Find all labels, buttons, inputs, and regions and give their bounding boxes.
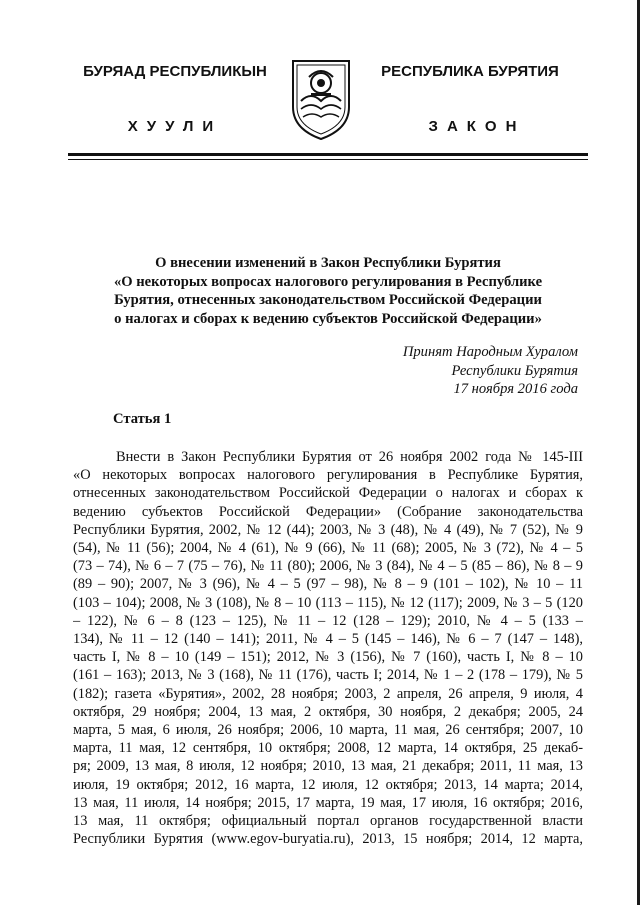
body-line: – 122), № 6 – 8 (123 – 125), № 11 – 12 (128 – 129); 2010, № 4 – 5 (133 – [73,612,583,629]
header-left-title: БУРЯАД РЕСПУБЛИКЫН [83,63,267,80]
article-heading: Статья 1 [113,411,172,427]
body-line: 134), № 11 – 12 (140 – 141); 2011, № 4 – 5 (145 – 146), № 6 – 7 (147 – 148), [73,631,583,648]
title-line: о налогах и сборах к ведению субъектов Российской Федерации» [114,310,542,327]
body-line: (161 – 163); 2013, № 3 (168), № 11 (176), часть I; 2014, № 1 – 2 (178 – 179), № 5 [73,667,583,684]
body-line: 13 мая, 11 октября; официальный портал органов государственной власти [73,813,583,830]
article-body [73,448,583,848]
header-right-subtitle: ЗАКОН [428,118,526,135]
title-line: «О некоторых вопросах налогового регулирования в Республике [113,273,543,290]
header-rule-thick [68,153,588,156]
body-line: ведению субъектов Российской Федерации» (Собрание законодательства [73,503,583,520]
coat-of-arms-emblem [289,57,353,141]
body-line: «О некоторых вопросах налогового регулирования в Республике Бурятия, [73,467,583,484]
adoption-line: 17 ноября 2016 года [453,381,578,397]
law-title [68,254,588,328]
body-line: отнесенных законодательством Российской Федерации о налогах и сборах к [73,485,583,502]
body-line: (73 – 74), № 6 – 7 (75 – 76), № 11 (80); 2006, № 3 (84), № 4 – 5 (85 – 86), № 8 – 9 [73,558,583,575]
body-line: марта, 11 мая, 12 сентября, 10 октября; 2008, 12 марта, 14 октября, 25 декаб- [73,740,583,757]
body-line: Республики Бурятия (www.egov-buryatia.ru), 2013, 15 ноября; 2014, 12 марта, [73,831,583,848]
body-line: Внести в Закон Республики Бурятия от 26 ноября 2002 года № 145-III [116,449,583,465]
body-line: (54), № 11 (56); 2004, № 4 (61), № 9 (66), № 11 (68); 2005, № 3 (72), № 4 – 5 [73,540,583,557]
body-line: ря; 2009, 13 мая, 8 июля, 12 ноября; 2010, 13 мая, 21 декабря; 2011, 11 мая, 13 [73,758,583,775]
header-rule-thin [68,159,588,160]
adoption-line: Принят Народным Хуралом [402,344,578,360]
body-line: часть I, № 8 – 10 (149 – 151); 2012, № 3 (156), № 7 (160), часть I, № 8 – 10 [73,649,583,666]
body-line: Республики Бурятия, 2002, № 12 (44); 2003, № 3 (48), № 4 (49), № 7 (52), № 9 [73,521,583,538]
body-line: октября, 29 ноября; 2004, 13 мая, 2 октября, 30 ноября, 2 декабря; 2005, 24 [73,703,583,720]
body-line: 13 мая, 11 июля, 14 ноября; 2015, 17 марта, 19 мая, 17 июля, 16 октября; 2016, [73,794,583,811]
body-line: (89 – 90); 2007, № 3 (96), № 4 – 5 (97 – 98), № 8 – 9 (101 – 102), № 10 – 11 [73,576,583,593]
title-line: Бурятия, отнесенных законодательством Российской Федерации [114,292,542,308]
adoption-line: Республики Бурятия [451,362,578,379]
adoption-note [330,343,578,399]
header-right-title: РЕСПУБЛИКА БУРЯТИЯ [381,63,559,80]
title-line: О внесении изменений в Закон Республики Бурятия [155,255,501,271]
header-left-subtitle: ХУУЛИ [127,118,223,135]
body-line: (182); газета «Бурятия», 2002, 28 ноября; 2003, 2 апреля, 26 апреля, 9 июля, 4 [73,685,583,702]
body-line: марта, 5 мая, 6 июля, 26 ноября; 2006, 10 марта, 11 мая, 26 сентября; 2007, 10 [73,722,583,739]
body-line: (103 – 104); 2008, № 3 (108), № 8 – 10 (113 – 115), № 12 (117); 2009, № 3 – 5 (120 [73,594,583,611]
body-line: июля, 19 октября; 2012, 16 марта, 12 июля, 12 октября; 2013, 14 марта; 2014, [73,776,583,793]
